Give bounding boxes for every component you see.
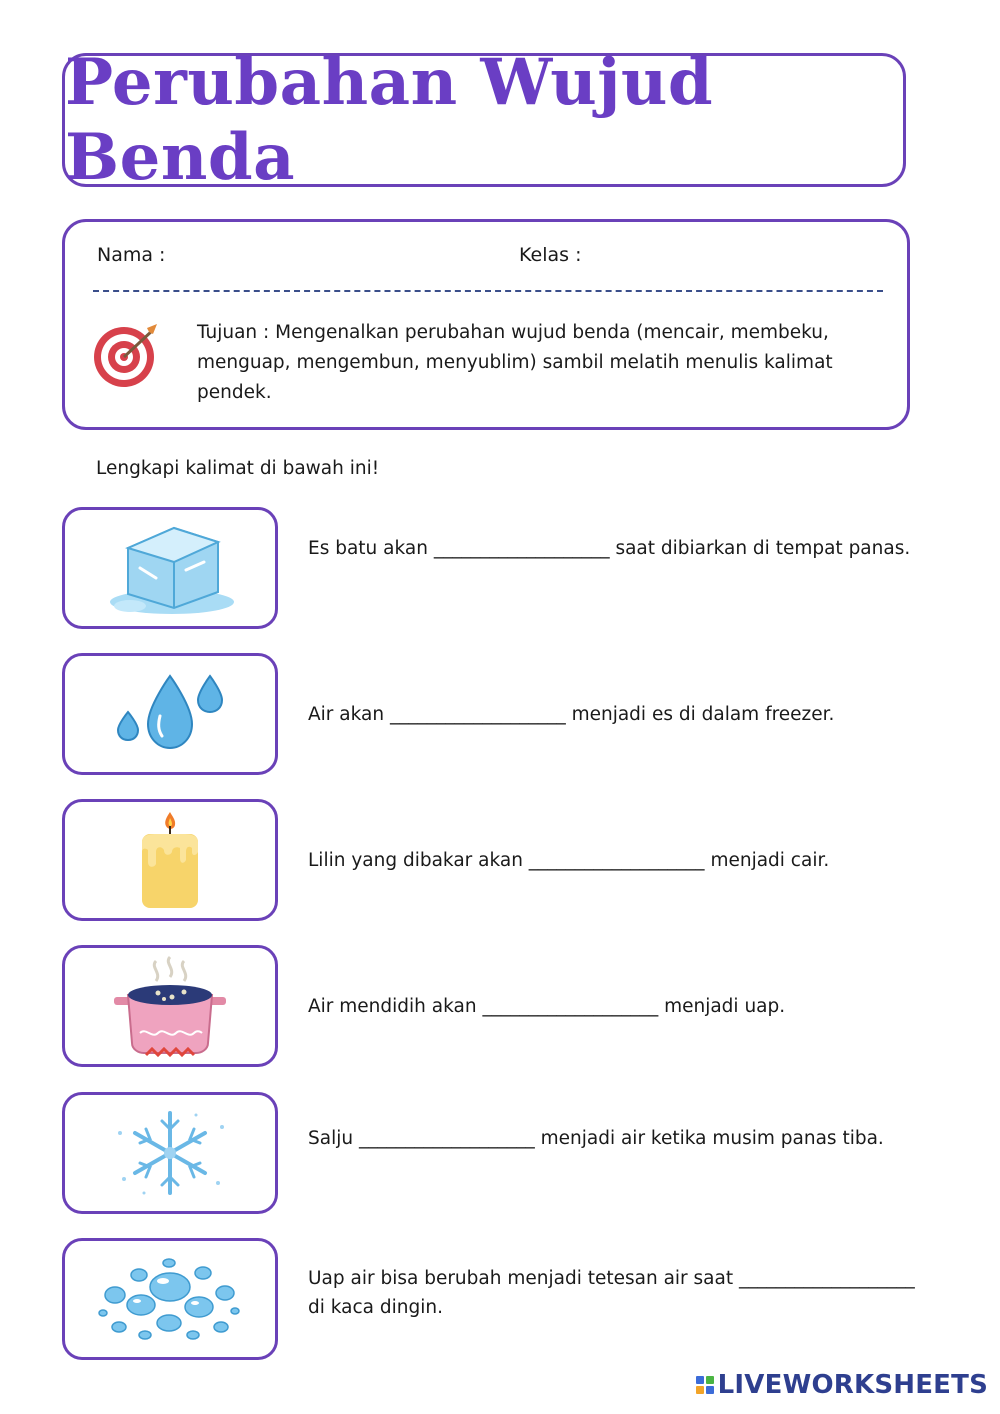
water-droplets-cluster-icon bbox=[95, 1249, 245, 1349]
name-label: Nama : bbox=[97, 244, 166, 266]
goal-text: Tujuan : Mengenalkan perubahan wujud benda (mencair, membeku, menguap, mengembun, menyublim) sambil melatih menulis kalimat pendek. bbox=[197, 322, 833, 403]
image-card-6 bbox=[62, 1238, 278, 1360]
image-card-3 bbox=[62, 799, 278, 921]
brand-name: LIVEWORKSHEETS bbox=[717, 1370, 988, 1400]
title-box bbox=[62, 45, 906, 195]
sentence-1: Es batu akan ___________________ saat dibiarkan di tempat panas. bbox=[308, 538, 911, 559]
brand-logo bbox=[696, 1370, 988, 1400]
liveworksheets-logo-icon bbox=[696, 1376, 714, 1394]
sentence-2: Air akan ___________________ menjadi es di dalam freezer. bbox=[308, 704, 835, 725]
info-box bbox=[62, 219, 910, 430]
candle-icon bbox=[100, 808, 240, 912]
instruction-text: Lengkapi kalimat di bawah ini! bbox=[96, 458, 380, 479]
image-card-4 bbox=[62, 945, 278, 1067]
sentence-3: Lilin yang dibakar akan ___________________ menjadi cair. bbox=[308, 850, 830, 871]
class-label: Kelas : bbox=[519, 244, 582, 266]
image-card-5 bbox=[62, 1092, 278, 1214]
sentence-6: Uap air bisa berubah menjadi tetesan air saat ___________________ di kaca dingin. bbox=[308, 1268, 915, 1318]
sentence-4: Air mendidih akan ___________________ menjadi uap. bbox=[308, 996, 786, 1017]
target-icon bbox=[93, 322, 159, 388]
boiling-pot-icon bbox=[100, 951, 240, 1061]
water-drops-icon bbox=[100, 664, 240, 764]
page-title: Perubahan Wujud Benda bbox=[65, 45, 714, 195]
sentence-5: Salju ___________________ menjadi air ketika musim panas tiba. bbox=[308, 1128, 884, 1149]
image-card-2 bbox=[62, 653, 278, 775]
dashed-divider bbox=[93, 290, 883, 292]
snowflake-icon bbox=[100, 1103, 240, 1203]
melting-ice-cube-icon bbox=[100, 518, 240, 618]
image-card-1 bbox=[62, 507, 278, 629]
